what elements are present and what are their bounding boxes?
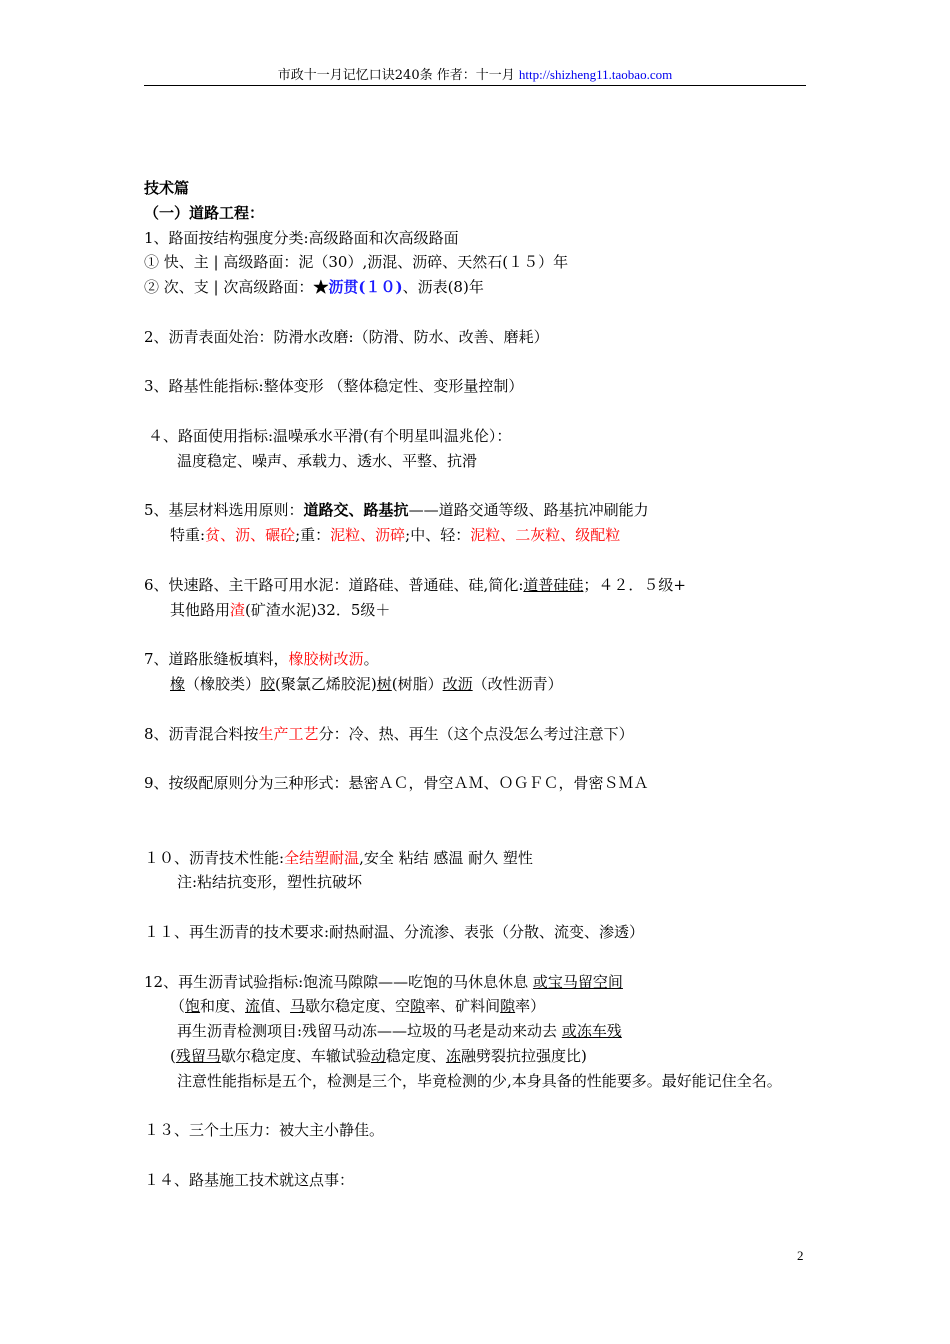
text-fragment: 歇尔稳定度、车辙试验 <box>220 1046 371 1065</box>
item-7-red: 橡胶树改沥 <box>288 650 364 669</box>
item-7b-u1: 橡 <box>170 674 186 693</box>
item-8-prefix: 8、沥青混合料按 <box>144 724 259 743</box>
item-6b-red: 渣 <box>230 600 246 619</box>
item-13: １３、三个土压力：被大主小静佳。 <box>144 1121 385 1140</box>
item-8 <box>144 722 809 747</box>
header-text: 市政十一月记忆口诀240条 作者：十一月 <box>277 68 515 83</box>
item-12c-underlined: 或冻车残 <box>561 1022 622 1041</box>
item-7-suffix: 。 <box>363 650 379 669</box>
item-12-underlined: 或宝马留空间 <box>532 972 623 991</box>
item-5-red-medium-heavy: 泥粒、沥碎 <box>330 526 406 545</box>
item-10-red: 全结塑耐温 <box>284 848 360 867</box>
text-fragment: 值、 <box>260 997 291 1016</box>
item-7b-t4: （改性沥青） <box>472 674 563 693</box>
item-6-prefix: 6、快速路、主干路可用水泥：道路硅、普通硅、硅,简化: <box>144 575 524 594</box>
item-7-detail <box>144 672 809 697</box>
item-12 <box>144 970 809 995</box>
item-7b-u4: 改沥 <box>442 674 473 693</box>
item-2: 2、沥青表面处治：防滑水改磨:（防滑、防水、改善、磨耗） <box>144 327 549 346</box>
item-7b-t2: (聚氯乙烯胶泥) <box>275 674 377 693</box>
underlined-char: 流 <box>245 997 261 1016</box>
item-7 <box>144 647 809 672</box>
item-12c-prefix: 再生沥青检测项目:残留马动冻——垃圾的马老是动来动去 <box>177 1022 562 1041</box>
item-1: 1、路面按结构强度分类:高级路面和次高级路面 <box>144 228 459 247</box>
item-6b-prefix: 其他路用 <box>170 600 231 619</box>
header-url-link[interactable]: http://shizheng11.taobao.com <box>518 67 673 82</box>
underlined-char: 残留马 <box>175 1046 221 1065</box>
text-fragment: 率） <box>515 997 546 1016</box>
star-icon: ★ <box>313 278 329 297</box>
item-5-label-heavy: 特重: <box>170 526 206 545</box>
item-12-prefix: 12、再生沥青试验指标:饱流马隙隙——吃饱的马休息休息 <box>144 972 533 991</box>
item-1b <box>144 275 809 300</box>
item-5-detail <box>144 523 809 548</box>
item-1b-prefix: ② 次、支 | 次高级路面： <box>144 278 314 297</box>
item-5-red-light: 泥粒、二灰粒、级配粒 <box>470 526 621 545</box>
item-12-note: 注意性能指标是五个，检测是三个，毕竟检测的少,本身具备的性能要多。最好能记住全名。 <box>177 1071 782 1090</box>
item-7b-u3: 树 <box>376 674 392 693</box>
item-10-prefix: １０、沥青技术性能: <box>144 848 285 867</box>
underlined-char: 隙 <box>500 997 516 1016</box>
item-11: １１、再生沥青的技术要求:耐热耐温、分流渗、表张（分散、流变、渗透） <box>144 922 645 941</box>
page-header <box>144 66 806 85</box>
item-1b-suffix: 、沥表(8)年 <box>402 278 484 297</box>
text-fragment: 和度、 <box>200 997 246 1016</box>
item-10-suffix: ,安全 粘结 感温 耐久 塑性 <box>359 848 533 867</box>
underlined-char: 隙 <box>410 997 426 1016</box>
item-4: ４、路面使用指标:温噪承水平滑(有个明星叫温兆伦）： <box>148 426 512 445</box>
item-5-label-medium-heavy: ;重： <box>295 526 331 545</box>
text-fragment: ( <box>170 1046 176 1065</box>
item-4-detail: 温度稳定、噪声、承载力、透水、平整、抗滑 <box>177 451 478 470</box>
text-fragment: 歇尔稳定度、空 <box>305 997 411 1016</box>
item-10 <box>144 846 809 871</box>
item-5 <box>144 498 809 523</box>
item-12-indicators <box>144 994 809 1019</box>
item-5-label-light: ;中、轻： <box>405 526 471 545</box>
item-10-note: 注:粘结抗变形，塑性抗破坏 <box>177 873 363 892</box>
item-14: １４、路基施工技术就这点事： <box>144 1170 355 1189</box>
item-8-red: 生产工艺 <box>258 724 319 743</box>
item-5-red-heavy: 贫、沥、碾砼 <box>205 526 296 545</box>
item-7b-t1: （橡胶类） <box>185 674 261 693</box>
header-divider <box>144 85 806 86</box>
page-number: 2 <box>797 1248 804 1263</box>
document-body <box>144 176 809 1193</box>
subsection-title: （一）道路工程： <box>144 203 265 222</box>
underlined-char: 动 <box>370 1046 386 1065</box>
item-6-suffix: ；４２．５级+ <box>583 575 686 594</box>
underlined-char: 冻 <box>445 1046 461 1065</box>
item-9: 9、按级配原则分为三种形式：悬密ＡＣ，骨空ＡＭ、ＯＧＦＣ，骨密ＳＭＡ <box>144 774 649 793</box>
item-6-underlined: 道普硅硅 <box>523 575 584 594</box>
item-1a: ① 快、主 | 高级路面：泥（30）,沥混、沥碎、天然石(１５）年 <box>144 253 569 272</box>
item-7b-t3: (树脂） <box>391 674 443 693</box>
item-5-suffix: ——道路交通等级、路基抗冲刷能力 <box>408 501 649 520</box>
item-6b-suffix: (矿渣水泥)32．5级＋ <box>245 600 391 619</box>
item-8-suffix: 分：冷、热、再生（这个点没怎么考过注意下） <box>318 724 634 743</box>
underlined-char: 马 <box>290 997 306 1016</box>
item-1b-highlight: 沥贯(１０) <box>328 278 403 297</box>
text-fragment: 率、矿料间 <box>425 997 501 1016</box>
text-fragment: 稳定度、 <box>385 1046 446 1065</box>
underlined-char: 饱 <box>185 997 201 1016</box>
text-fragment: （ <box>170 997 186 1016</box>
item-6-detail <box>144 598 809 623</box>
item-6 <box>144 573 809 598</box>
item-3: 3、路基性能指标:整体变形 （整体稳定性、变形量控制） <box>144 377 524 396</box>
item-5-bold: 道路交、路基抗 <box>303 501 409 520</box>
item-7-prefix: 7、道路胀缝板填料， <box>144 650 289 669</box>
section-title: 技术篇 <box>144 179 190 197</box>
item-5-prefix: 5、基层材料选用原则： <box>144 501 304 520</box>
item-12-tests <box>144 1019 809 1044</box>
item-12-tests-detail <box>144 1044 809 1069</box>
item-7b-u2: 胶 <box>260 674 276 693</box>
text-fragment: 融劈裂抗拉强度比) <box>460 1046 587 1065</box>
